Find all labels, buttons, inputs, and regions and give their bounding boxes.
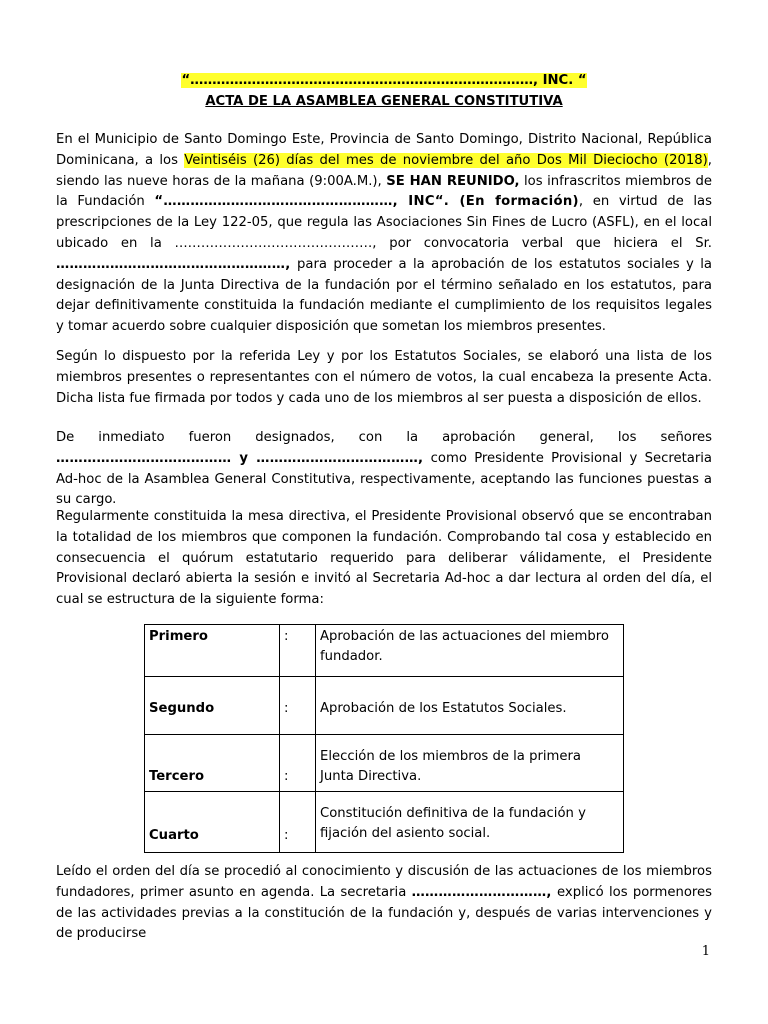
agenda-description: Aprobación de las actuaciones del miembro fundador. bbox=[316, 625, 624, 677]
paragraph-1 bbox=[56, 130, 712, 338]
title-highlight: “……………………………………………………………………, INC. “ bbox=[181, 73, 587, 88]
agenda-row bbox=[145, 735, 624, 792]
agenda-colon: : bbox=[280, 625, 316, 677]
p5-bold-secretary-name: …………………………, bbox=[411, 884, 552, 900]
agenda-colon: : bbox=[280, 792, 316, 853]
p3-text-a: De inmediato fueron designados, con la aprobación general, los señores bbox=[56, 430, 712, 445]
agenda-description: Constitución definitiva de la fundación y fijación del asiento social. bbox=[316, 792, 624, 853]
p3-bold-names: ………………………………… y ………………………………, bbox=[56, 450, 424, 466]
agenda-description: Elección de los miembros de la primera Junta Directiva. bbox=[316, 735, 624, 792]
agenda-label: Cuarto bbox=[145, 792, 280, 853]
p1-bold-sr-name: ……………………………………………, bbox=[56, 256, 291, 272]
agenda-row bbox=[145, 677, 624, 735]
paragraph-3 bbox=[56, 428, 712, 511]
agenda-description: Aprobación de los Estatutos Sociales. bbox=[316, 677, 624, 735]
paragraph-4: Regularmente constituida la mesa directiva, el Presidente Provisional observó que se encontraban la totalidad de los miembros que componen la fundación. Comprobando tal cosa y establecido en consecuencia el quórum estatutario requerido para deliberar válidamente, el Presidente Provisional declaró abierta la sesión e invitó al Secretaria Ad-hoc a dar lectura al orden del día, el cual se estructura de la siguiente forma: bbox=[56, 509, 712, 608]
agenda-row bbox=[145, 792, 624, 853]
agenda-table bbox=[144, 624, 624, 853]
p5-text-b: explicó los pormenores de las actividades previas a la constitución de la fundación y, después de varias intervenciones y de producirse bbox=[56, 884, 712, 942]
p1-bold-reunido: SE HAN REUNIDO, bbox=[386, 173, 520, 189]
paragraph-5 bbox=[56, 862, 712, 945]
document-title-line bbox=[0, 72, 768, 90]
agenda-colon: : bbox=[280, 677, 316, 735]
agenda-label: Tercero bbox=[145, 735, 280, 792]
paragraph-2: Según lo dispuesto por la referida Ley y por los Estatutos Sociales, se elaboró una lista de los miembros presentes o representantes con el número de votos, la cual encabeza la presente Acta. Dicha lista fue firmada por todos y cada uno de los miembros al ser puesta a disposición de ellos. bbox=[56, 349, 712, 406]
p5-text-a: Leído el orden del día se procedió al conocimiento y discusión de las actuaciones de los miembros fundadores, primer asunto en agenda. La secretaria bbox=[56, 864, 712, 900]
p3-text-b: como Presidente Provisional y Secretaria Ad-hoc de la Asamblea General Constitutiva, respectivamente, aceptando las funciones puestas a su cargo. bbox=[56, 450, 712, 508]
agenda-row bbox=[145, 625, 624, 677]
p1-text-d: , en virtud de las prescripciones de la Ley 122-05, que regula las Asociaciones Sin Fines de Lucro (ASFL), en el local ubicado en la ………………………………………, por convocatoria verbal que hiciera el Sr. bbox=[56, 194, 712, 251]
p1-text-b: , siendo las nueve horas de la mañana (9:00A.M.), bbox=[56, 152, 712, 189]
p1-text-a: En el Municipio de Santo Domingo Este, Provincia de Santo Domingo, Distrito Nacional, República Dominicana, a los bbox=[56, 132, 712, 168]
date-highlight: Veintiséis (26) días del mes de noviembre del año Dos Mil Dieciocho (2018) bbox=[184, 152, 708, 168]
p1-bold-foundation-name: “……………………………………………, INC“. (En formación) bbox=[154, 194, 579, 210]
document-subtitle: ACTA DE LA ASAMBLEA GENERAL CONSTITUTIVA bbox=[205, 94, 563, 109]
agenda-label: Segundo bbox=[145, 677, 280, 735]
p1-text-c: los infrascritos miembros de la Fundación bbox=[56, 173, 712, 210]
page-number: 1 bbox=[701, 944, 710, 959]
agenda-colon: : bbox=[280, 735, 316, 792]
agenda-label: Primero bbox=[145, 625, 280, 677]
p1-text-e: para proceder a la aprobación de los estatutos sociales y la designación de la Junta Directiva de la fundación por el término señalado en los estatutos, para dejar definitivamente constituida la fundación mediante el cumplimiento de los requisitos legales y tomar acuerdo sobre cualquier disposición que sometan los miembros presentes. bbox=[56, 256, 712, 335]
